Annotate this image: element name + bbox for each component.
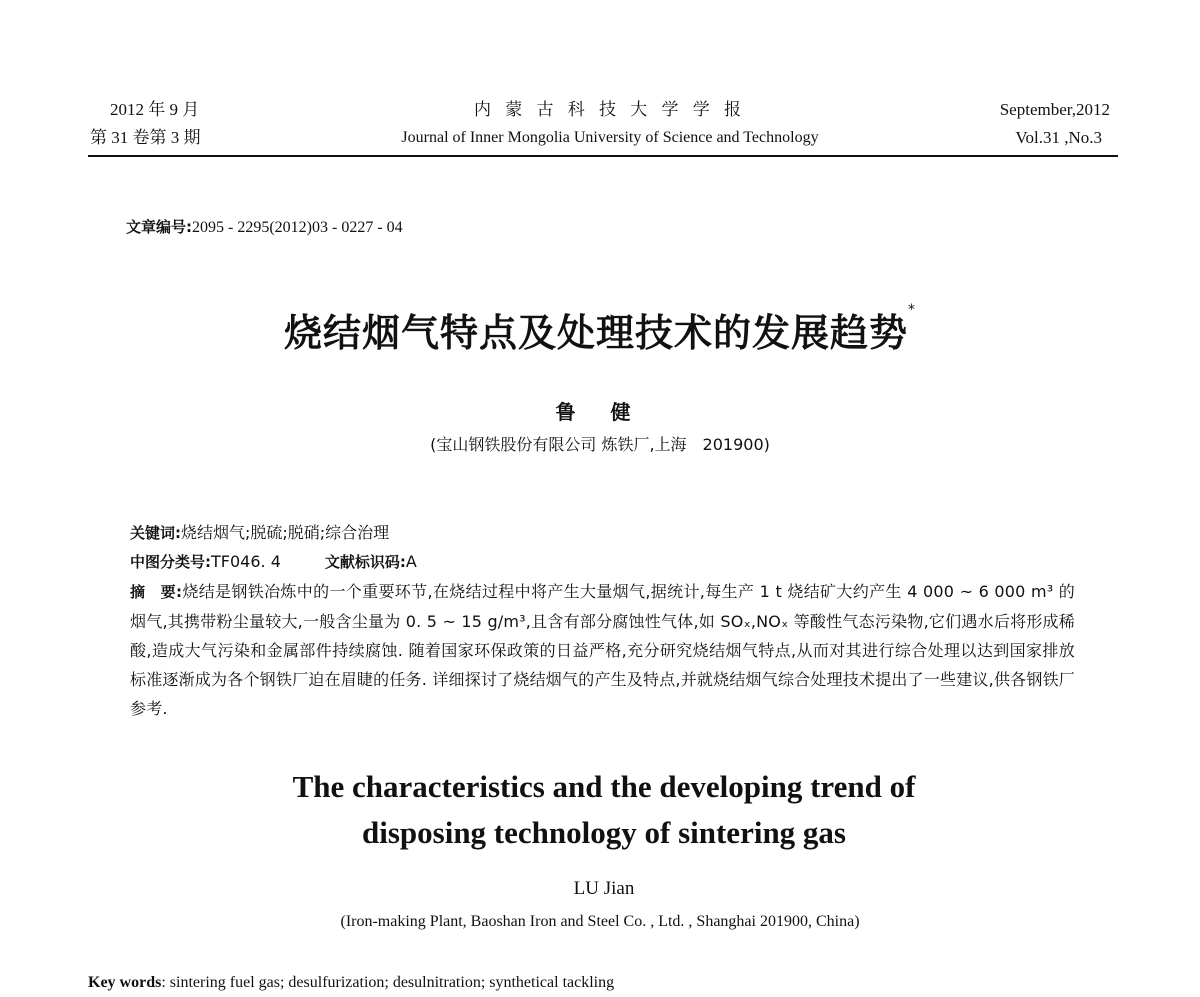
- journal-name-en: Journal of Inner Mongolia University of Science and Technology: [401, 129, 819, 146]
- article-id-label: 文章编号:: [126, 218, 192, 236]
- keywords-cn: [130, 518, 1075, 548]
- header-date-en: September,2012: [999, 100, 1110, 119]
- abstract-cn-label: 摘 要:: [130, 583, 183, 601]
- journal-name-cn: 内 蒙 古 科 技 大 学 学 报: [474, 100, 746, 119]
- header-date-cn: 2012 年 9 月: [110, 100, 200, 119]
- keywords-cn-text: 烧结烟气;脱硫;脱硝;综合治理: [181, 523, 390, 542]
- author-cn: 鲁 健: [555, 400, 645, 424]
- affiliation-en: (Iron-making Plant, Baoshan Iron and Steel Co. , Ltd. , Shanghai 201900, China): [340, 913, 860, 930]
- keywords-en-label: Key words: [88, 974, 162, 991]
- title-cn-text: 烧结烟气特点及处理技术的发展趋势: [283, 311, 908, 355]
- keywords-en-text: : sintering fuel gas; desulfurization; desulnitration; synthetical tackling: [161, 974, 615, 991]
- class-number-value: TF046. 4: [211, 552, 281, 571]
- header-right: [910, 96, 1110, 152]
- header-volume-cn: 第 31 卷第 3 期: [90, 128, 201, 147]
- doc-code-value: A: [405, 552, 417, 571]
- title-en: [0, 764, 1200, 856]
- author-en: LU Jian: [573, 878, 635, 899]
- title-cn: [0, 302, 1200, 357]
- header-divider: [88, 155, 1118, 157]
- header-volume-en: Vol.31 ,No.3: [1015, 128, 1102, 147]
- fund-mark: *: [908, 302, 916, 318]
- class-number-label: 中图分类号:: [130, 553, 211, 571]
- keywords-en: [88, 974, 614, 992]
- affiliation-cn: (宝山钢铁股份有限公司 炼铁厂,上海 201900): [430, 435, 770, 454]
- title-en-line1: The characteristics and the developing trend of: [292, 769, 916, 804]
- keywords-cn-label: 关键词:: [130, 524, 181, 542]
- header-left: [90, 96, 250, 152]
- title-en-line2: disposing technology of sintering gas: [361, 815, 846, 850]
- header-center: [330, 96, 890, 152]
- abstract-cn-text: 烧结是钢铁冶炼中的一个重要环节,在烧结过程中将产生大量烟气,据统计,每生产 1 t 烧结矿大约产生 4 000 ~ 6 000 m³ 的烟气,其携带粉尘量较大,一般含尘量为 0. 5 ~ 15 g/m³,且含有部分腐蚀性气体,如 SOₓ,NOₓ 等酸性气态污染物,它们遇水后将形成稀酸,造成大气污染和金属部件持续腐蚀. 随着国家环保政策的日益严格,充分研究烧结烟气特点,从而对其进行综合处理以达到国家排放标准逐渐成为各个钢铁厂迫在眉睫的任务. 详细探讨了烧结烟气的产生及特点,并就烧结烟气综合处理技术提出了一些建议,供各钢铁厂参考.: [130, 582, 1075, 718]
- doc-code-label: 文献标识码:: [324, 553, 406, 571]
- article-id-value: 2095 - 2295(2012)03 - 0227 - 04: [192, 219, 403, 236]
- classification-line: [130, 547, 1075, 577]
- article-id: [126, 216, 403, 237]
- abstract-cn: [130, 577, 1075, 723]
